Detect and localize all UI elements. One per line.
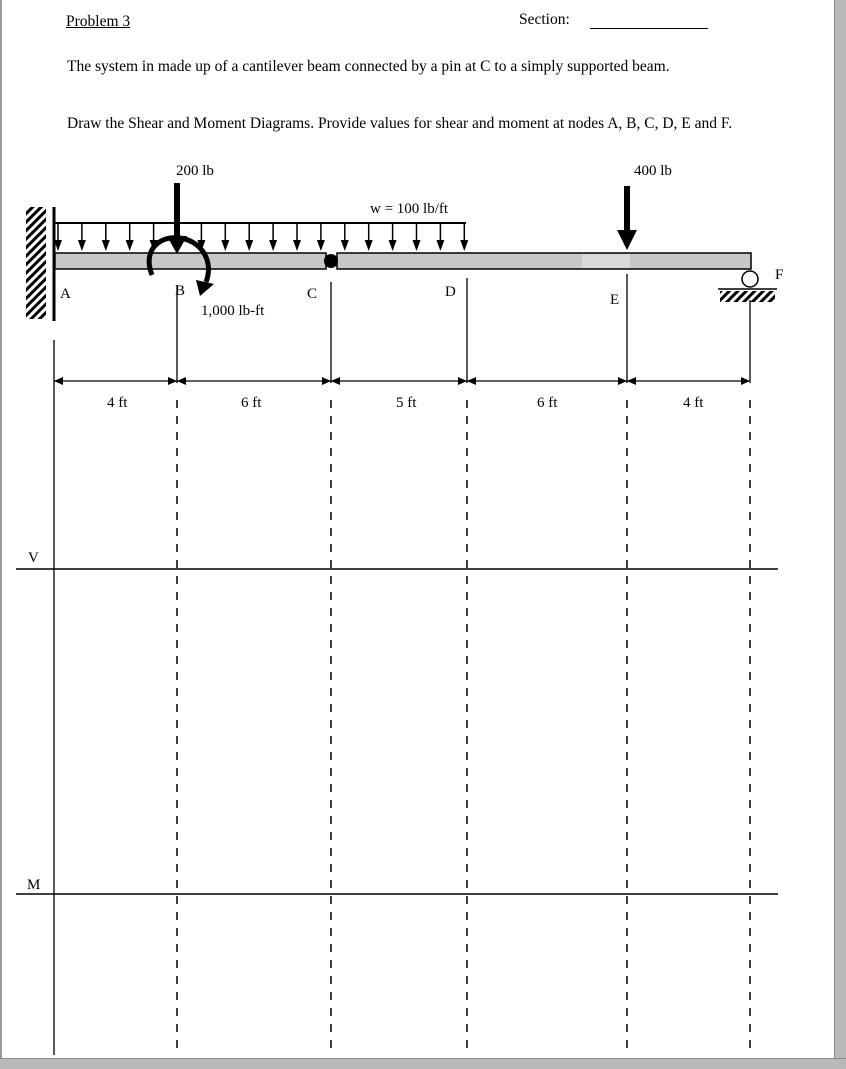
moment-label: 1,000 lb-ft xyxy=(201,303,265,319)
span-label-ab: 4 ft xyxy=(107,395,128,411)
roller-support-f xyxy=(718,271,777,302)
instructions-text: Draw the Shear and Moment Diagrams. Provide values for shear and moment at nodes A, B, C, D, E and F. xyxy=(67,115,733,132)
load-label-400: 400 lb xyxy=(634,163,672,179)
intro-text: The system in made up of a cantilever beam connected by a pin at C to a simply supported beam. xyxy=(67,58,670,75)
node-label-c: C xyxy=(307,286,318,302)
span-label-cd: 5 ft xyxy=(396,395,417,411)
node-label-a: A xyxy=(60,286,71,302)
distributed-load-label: w = 100 lb/ft xyxy=(370,201,449,217)
load-label-200: 200 lb xyxy=(176,163,214,179)
node-label-f: F xyxy=(775,267,784,283)
node-label-e: E xyxy=(610,292,620,308)
section-label: Section: xyxy=(519,11,570,28)
shear-axis-label: V xyxy=(28,550,39,566)
problem-title: Problem 3 xyxy=(66,13,131,30)
dashed-guides xyxy=(177,400,750,1056)
distributed-load xyxy=(54,223,468,251)
node-label-b: B xyxy=(175,283,186,299)
pin-connection-c xyxy=(324,254,338,268)
span-label-bc: 6 ft xyxy=(241,395,262,411)
point-load-b-arrow xyxy=(167,183,187,254)
fixed-wall-support xyxy=(26,207,46,319)
span-label-ef: 4 ft xyxy=(683,395,704,411)
beam-body xyxy=(55,253,751,269)
node-lines xyxy=(177,274,750,383)
dimension-line xyxy=(54,377,750,385)
point-load-e-arrow xyxy=(617,186,637,250)
moment-axis-label: M xyxy=(27,877,41,893)
span-label-de: 6 ft xyxy=(537,395,558,411)
node-label-d: D xyxy=(445,284,456,300)
